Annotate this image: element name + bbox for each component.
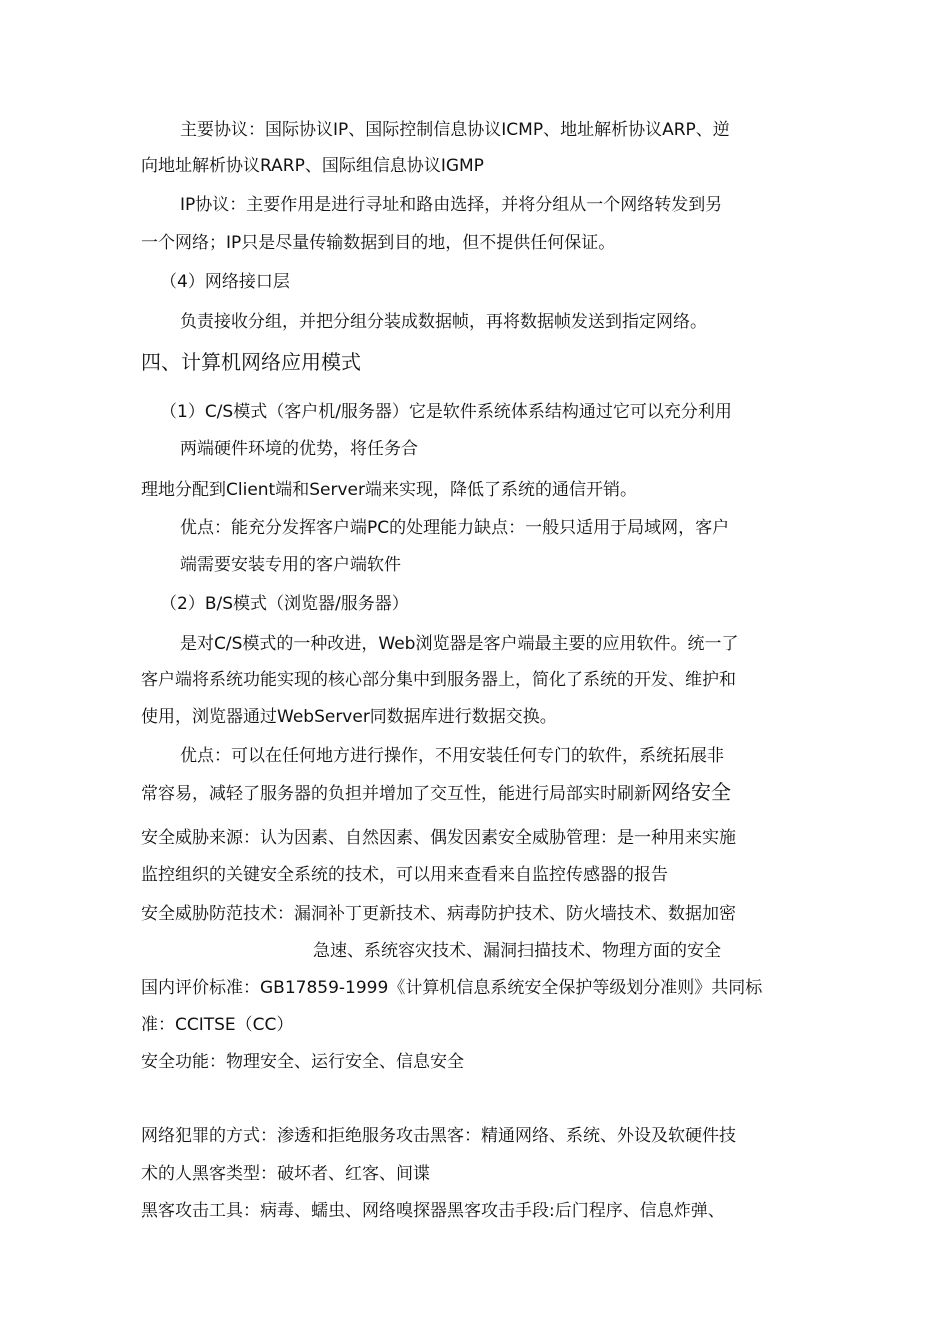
paragraph-line: 理地分配到Client端和Server端来实现，降低了系统的通信开销。 — [141, 480, 637, 500]
paragraph-line: 优点：可以在任何地方进行操作，不用安装任何专门的软件，系统拓展非 — [180, 746, 724, 766]
paragraph-line: 黑客攻击工具：病毒、蠕虫、网络嗅探器黑客攻击手段:后门程序、信息炸弹、 — [141, 1201, 725, 1221]
paragraph-line: 端需要安装专用的客户端软件 — [180, 555, 401, 575]
paragraph-line: 安全功能：物理安全、运行安全、信息安全 — [141, 1052, 464, 1072]
paragraph-line: 使用，浏览器通过WebServer同数据库进行数据交换。 — [141, 707, 557, 727]
section-heading: 四、计算机网络应用模式 — [141, 350, 361, 374]
paragraph-line: 客户端将系统功能实现的核心部分集中到服务器上，简化了系统的开发、维护和 — [141, 670, 736, 690]
subsection-heading: （2）B/S模式（浏览器/服务器） — [160, 594, 409, 614]
paragraph-line: 安全威胁来源：认为因素、自然因素、偶发因素安全威胁管理：是一种用来实施 — [141, 828, 736, 848]
paragraph-line: 安全威胁防范技术：漏洞补丁更新技术、病毒防护技术、防火墙技术、数据加密 — [141, 904, 736, 924]
paragraph-line: 准：CCITSE（CC） — [141, 1015, 294, 1035]
paragraph-line: 一个网络；IP只是尽量传输数据到目的地，但不提供任何保证。 — [141, 233, 616, 253]
paragraph-line: 负责接收分组，并把分组分装成数据帧，再将数据帧发送到指定网络。 — [180, 312, 707, 332]
paragraph-line: 国内评价标准：GB17859-1999《计算机信息系统安全保护等级划分准则》共同标 — [141, 978, 763, 998]
paragraph-line: 优点：能充分发挥客户端PC的处理能力缺点：一般只适用于局域网，客户 — [180, 518, 730, 538]
paragraph-line: 两端硬件环境的优势，将任务合 — [180, 439, 418, 459]
subsection-heading: （4）网络接口层 — [160, 272, 290, 292]
paragraph-line: 向地址解析协议RARP、国际组信息协议IGMP — [141, 156, 484, 176]
paragraph-line: 监控组织的关键安全系统的技术，可以用来查看来自监控传感器的报告 — [141, 865, 668, 885]
paragraph-line: 急速、系统容灾技术、漏洞扫描技术、物理方面的安全 — [313, 941, 721, 961]
paragraph-line — [141, 780, 731, 806]
subsection-heading: （1）C/S模式（客户机/服务器）它是软件系统体系结构通过它可以充分利用 — [160, 402, 732, 422]
paragraph-line: 网络犯罪的方式：渗透和拒绝服务攻击黑客：精通网络、系统、外设及软硬件技 — [141, 1126, 736, 1146]
paragraph-line: 是对C/S模式的一种改进，Web浏览器是客户端最主要的应用软件。统一了 — [180, 634, 739, 654]
paragraph-line: 主要协议：国际协议IP、国际控制信息协议ICMP、地址解析协议ARP、逆 — [180, 120, 730, 140]
paragraph-text: 常容易，减轻了服务器的负担并增加了交互性，能进行局部实时刷新 — [141, 784, 651, 804]
paragraph-line: 术的人黑客类型：破坏者、红客、间谍 — [141, 1164, 430, 1184]
inline-heading: 网络安全 — [651, 780, 731, 804]
paragraph-line: IP协议：主要作用是进行寻址和路由选择，并将分组从一个网络转发到另 — [180, 195, 723, 215]
